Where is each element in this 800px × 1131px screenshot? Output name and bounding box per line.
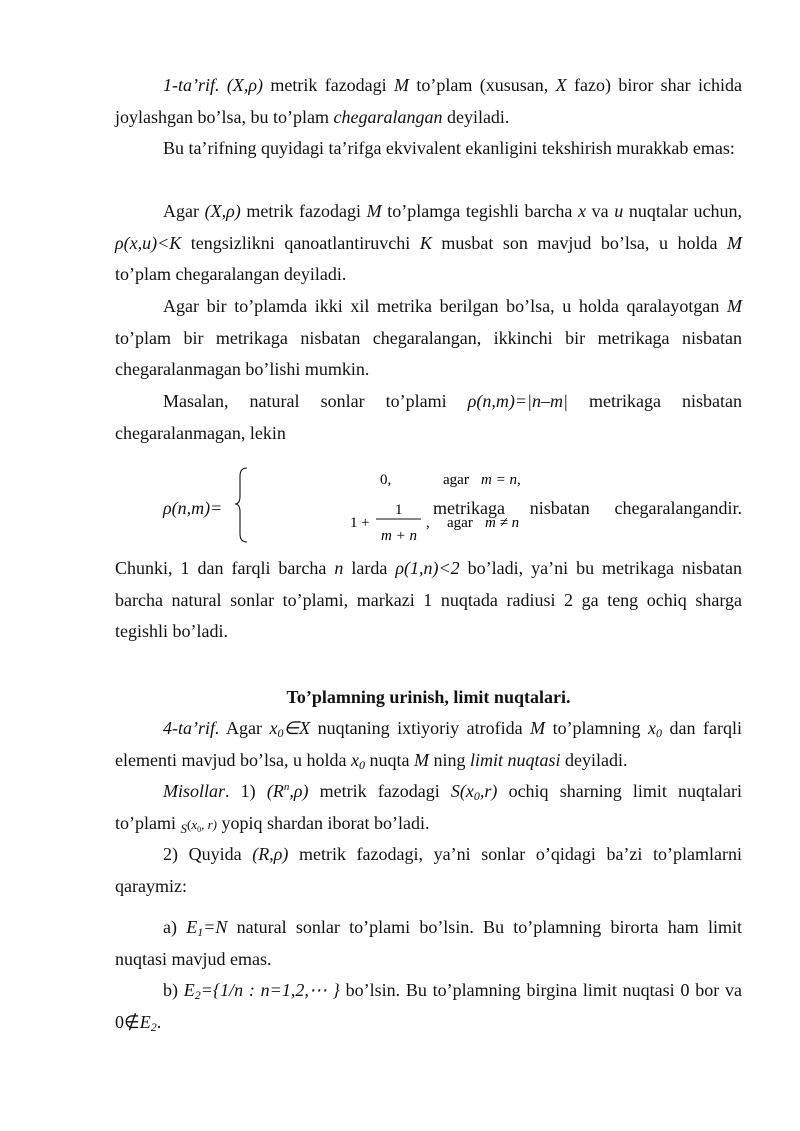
because-paragraph [115, 553, 742, 648]
text: deyiladi. [442, 106, 510, 127]
point-x0 [269, 718, 283, 738]
subscript: 2 [194, 988, 201, 1002]
point-x0 [648, 718, 662, 738]
text: (R [266, 781, 284, 801]
case2-numerator: 1 [395, 502, 403, 518]
text: S(x [450, 781, 474, 801]
text: . [156, 1011, 162, 1032]
var-x: x [648, 718, 657, 738]
set-e2 [140, 1012, 157, 1032]
case2-cond: m ≠ n [485, 515, 520, 531]
text: bo’lsin. Bu to’plamning birgina limit nuqtasi 0 bor va 0∉ [115, 980, 743, 1032]
case2-one: 1 [350, 515, 358, 531]
text: nuqtaning ixtiyoriy atrofida [310, 718, 531, 738]
text: to’plamning [545, 718, 649, 738]
var-x: x [269, 718, 278, 738]
text: ochiq sharning limit nuqtalari to’plami [115, 781, 743, 833]
var-x: x [350, 749, 359, 770]
text: E [186, 917, 198, 937]
two-metrics-paragraph [115, 291, 742, 386]
text: musbat son mavjud bo’lsa, u holda [431, 232, 727, 253]
formula-tail-text: metrikaga nisbatan chegaralangandir. [433, 498, 742, 518]
superscript: n [283, 781, 290, 793]
inequality: ρ(x,u)<K [115, 232, 182, 253]
var-n: n [334, 558, 344, 578]
text: E [139, 1011, 151, 1032]
closed-ball-letter: S [180, 820, 187, 836]
text: metrikaga nisbatan chegaralanmagan, lekin [115, 391, 743, 443]
text: Agar [163, 201, 205, 221]
var-k: K [419, 232, 432, 253]
point-x0 [351, 750, 365, 770]
text: bo’ladi, ya’ni bu metrikaga nisbatan barcha natural sonlar to’plami, markazi 1 nuqtada radiusi 2 ga teng ochiq sharga tegishli bo’ladi. [115, 558, 742, 641]
bounded-criterion-paragraph [115, 196, 742, 291]
subscript: 0 [277, 726, 284, 740]
set-e1 [186, 917, 227, 937]
inequality: ρ(1,n)<2 [395, 558, 460, 578]
text: metrik fazodagi [240, 201, 367, 221]
text: =N [203, 917, 228, 937]
text: larda [343, 558, 396, 578]
set-symbol: M [394, 75, 410, 95]
text: metrik fazodagi, ya’ni sonlar o’qidagi ba’zi to’plamlarni qaraymiz: [115, 844, 742, 896]
text: to’plam bir metrikaga nisbatan chegaralangan, ikkinchi bir metrikaga nisbatan chegaralanmagan bo’lishi mumkin. [115, 327, 742, 379]
text: ,r) [479, 781, 498, 801]
subscript: 0 [656, 726, 663, 740]
var-x: x [578, 201, 587, 221]
set-symbol: M [727, 296, 742, 316]
text: metrik fazodagi [308, 781, 451, 801]
rn-space [267, 781, 309, 801]
text: Agar [219, 718, 270, 738]
text: b) [163, 980, 184, 1000]
text: Agar bir to’plamda ikki xil metrika berilgan bo’lsa, u holda qaralayotgan [163, 296, 727, 316]
open-ball [451, 781, 497, 801]
text: to’plam (xususan, [409, 75, 556, 95]
example-2-paragraph [115, 839, 742, 902]
subscript: 0 [197, 824, 202, 834]
text: ,ρ) [289, 781, 309, 801]
left-brace [235, 468, 247, 542]
subscript: 0 [473, 789, 480, 803]
metric-space-symbol: (X,ρ) [226, 75, 263, 95]
case2-plus: + [361, 515, 370, 531]
case2-denominator: m + n [381, 528, 417, 544]
text: to’plam chegaralangan deyiladi. [115, 264, 347, 284]
definition-4-paragraph [115, 713, 742, 776]
var-u: u [614, 201, 624, 221]
set-symbol: M [413, 749, 429, 770]
text: . 1) [225, 781, 267, 801]
text: deyiladi. [560, 749, 628, 770]
text: nuqta [364, 749, 414, 770]
text: ={1/n : n=1,2,⋯ } [200, 980, 340, 1000]
term-limit-point: limit nuqtasi [469, 749, 561, 770]
formula-lhs: ρ(n,m)= [163, 498, 223, 518]
text: 2) Quyida [163, 844, 253, 864]
case1-cond-word: agar [443, 472, 469, 488]
radius: , r) [201, 816, 218, 832]
text: E [183, 980, 195, 1000]
text: Masalan, natural sonlar to’plami [163, 391, 468, 411]
text: fazo) biror shar ichida joylashgan bo’lsa, bu to’plam [115, 75, 743, 127]
text: nuqtalar uchun, [623, 201, 743, 221]
definition-label: 1-ta’rif. [163, 75, 220, 95]
closed-ball-symbol [180, 816, 218, 836]
text: metrik fazodagi [263, 75, 395, 95]
metric-space-symbol: (X,ρ) [204, 201, 241, 221]
section-heading: To’plamning urinish, limit nuqtalari. [286, 687, 571, 707]
text: yopiq shardan iborat bo’ladi. [217, 812, 430, 833]
text: natural sonlar to’plami bo’lsin. Bu to’plamning birorta ham limit nuqtasi mavjud emas. [115, 917, 743, 969]
set-symbol: M [727, 232, 742, 253]
var-x: x [191, 816, 198, 832]
set-e2 [184, 980, 340, 1000]
text: va [586, 201, 615, 221]
case1-value: 0, [380, 472, 392, 488]
text: ning [428, 749, 470, 770]
text: dan farqli elementi mavjud bo’lsa, u holda [115, 718, 742, 770]
case2-cond-word: agar [447, 515, 473, 531]
case1-cond: m = n, [481, 472, 521, 488]
membership: ∈X [283, 718, 311, 738]
equivalence-paragraph: Bu ta’rifning quyidagi ta’rifga ekvivalent ekanligini tekshirish murakkab emas: [163, 138, 735, 158]
paren: ( [187, 816, 192, 832]
example-2b-paragraph [115, 975, 742, 1038]
case2-comma: , [426, 515, 430, 531]
examples-label: Misollar [163, 781, 226, 801]
example-paragraph [115, 386, 742, 449]
definition-1-paragraph [115, 70, 742, 133]
metric-formula: ρ(n,m)=|n–m| [467, 391, 568, 411]
piecewise-cases [235, 462, 521, 547]
subscript: 2 [150, 1019, 157, 1034]
set-symbol: M [530, 718, 546, 738]
examples-paragraph [115, 776, 742, 840]
term-bounded: chegaralangan [333, 106, 443, 127]
text: a) [163, 917, 187, 937]
text: tengsizlikni qanoatlantiruvchi [181, 232, 420, 253]
definition-label: 4-ta’rif. [163, 718, 220, 738]
example-2a-paragraph [115, 912, 742, 975]
space [220, 75, 227, 95]
set-symbol: M [366, 201, 382, 221]
piecewise-metric-formula [115, 462, 742, 547]
text: Chunki, 1 dan farqli barcha [115, 558, 335, 578]
real-line-space: (R,ρ) [252, 844, 289, 864]
space-symbol: X [555, 75, 567, 95]
text: to’plamga tegishli barcha [381, 201, 579, 221]
subscript: 1 [197, 925, 204, 939]
subscript: 0 [358, 757, 365, 772]
